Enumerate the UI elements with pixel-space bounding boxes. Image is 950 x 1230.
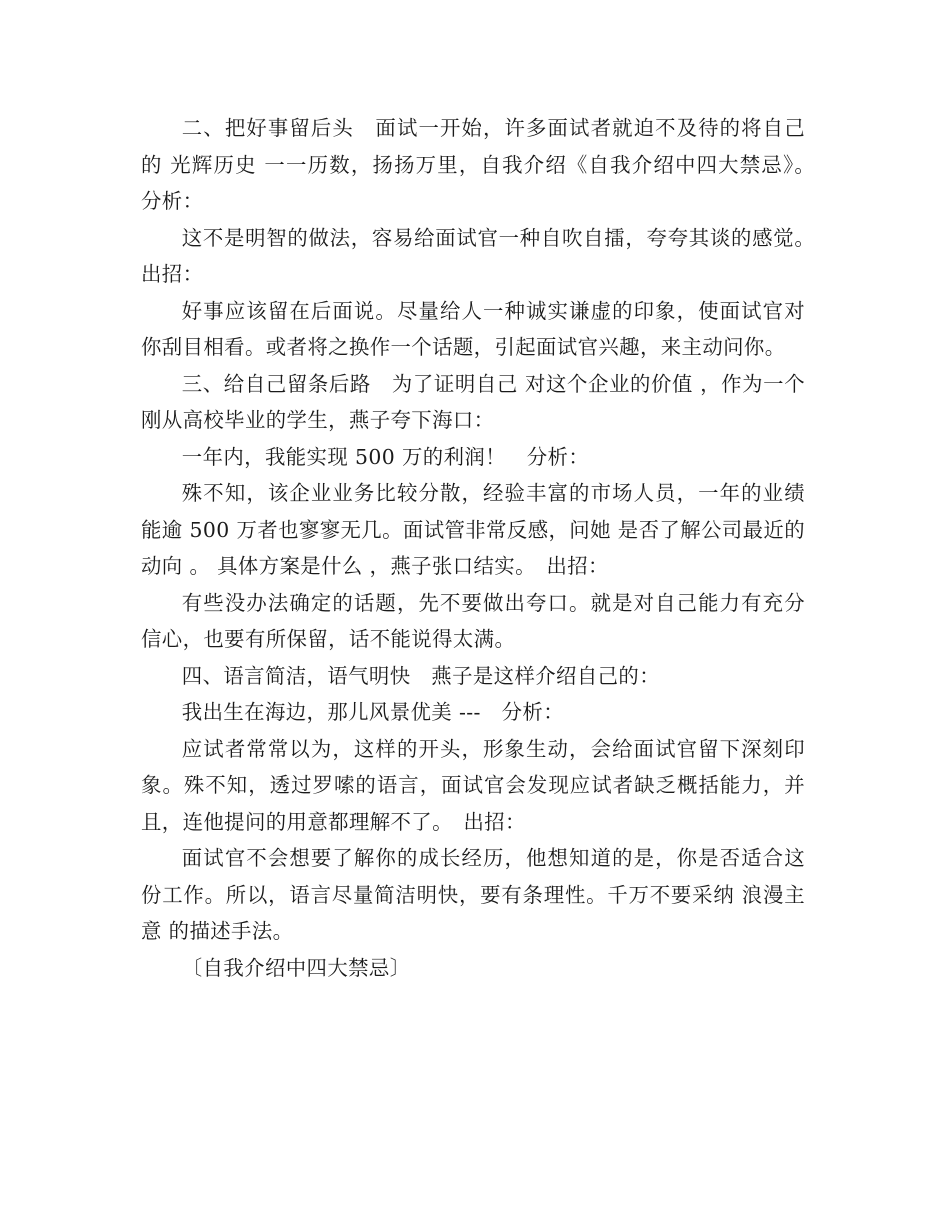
paragraph-concise-language: 四、语言简洁，语气明快 燕子是这样介绍自己的： [181, 663, 660, 688]
paragraph-seaside-intro: 我出生在海边，那儿风景优美 --- 分析： [181, 700, 564, 724]
paragraph-advice-2: 有些没办法确定的话题，先不要做出夸口。就是对自己能力有充分信心，也要有所保留，话不能说得太满。 [141, 590, 805, 651]
paragraph-keep-good-things-last: 二、把好事留后头 面试一开始，许多面试者就迫不及待的将自己的 光辉历史 一一历数，扬扬万里，自我介绍《自我介绍中四大禁忌》。 分析： [141, 116, 826, 213]
paragraph-advice-1: 好事应该留在后面说。尽量给人一种诚实谦虚的印象，使面试官对你刮目相看。或者将之换作一个话题，引起面试官兴趣，来主动问你。 [141, 298, 805, 359]
paragraph-leave-retreat: 三、给自己留条后路 为了证明自己 对这个企业的价值 ，作为一个刚从高校毕业的学生，燕子夸下海口： [141, 371, 805, 432]
document-body [141, 110, 826, 986]
paragraph-analysis-3: 应试者常常以为，这样的开头，形象生动，会给面试官留下深刻印象。殊不知，透过罗嗦的语言，面试官会发现应试者缺乏概括能力，并且，连他提问的用意都理解不了。 出招： [141, 736, 805, 834]
paragraph-advice-3: 面试官不会想要了解你的成长经历，他想知道的是，你是否适合这份工作。所以，语言尽量简洁明快，要有条理性。千万不要采纳 浪漫主意 的描述手法。 [141, 846, 805, 943]
paragraph-analysis-2: 殊不知，该企业业务比较分散，经验丰富的市场人员，一年的业绩能逾 500 万者也寥寥无几。面试管非常反感，问她 是否了解公司最近的动向 。 具体方案是什么 ，燕子张口结实。 出招： [141, 481, 805, 578]
paragraph-analysis-1: 这不是明智的做法，容易给面试官一种自吹自擂，夸夸其谈的感觉。 出招： [141, 225, 826, 286]
paragraph-closing-title: 〔自我介绍中四大禁忌〕 [181, 955, 411, 980]
paragraph-profit-claim: 一年内，我能实现 500 万的利润！ 分析： [181, 444, 590, 469]
